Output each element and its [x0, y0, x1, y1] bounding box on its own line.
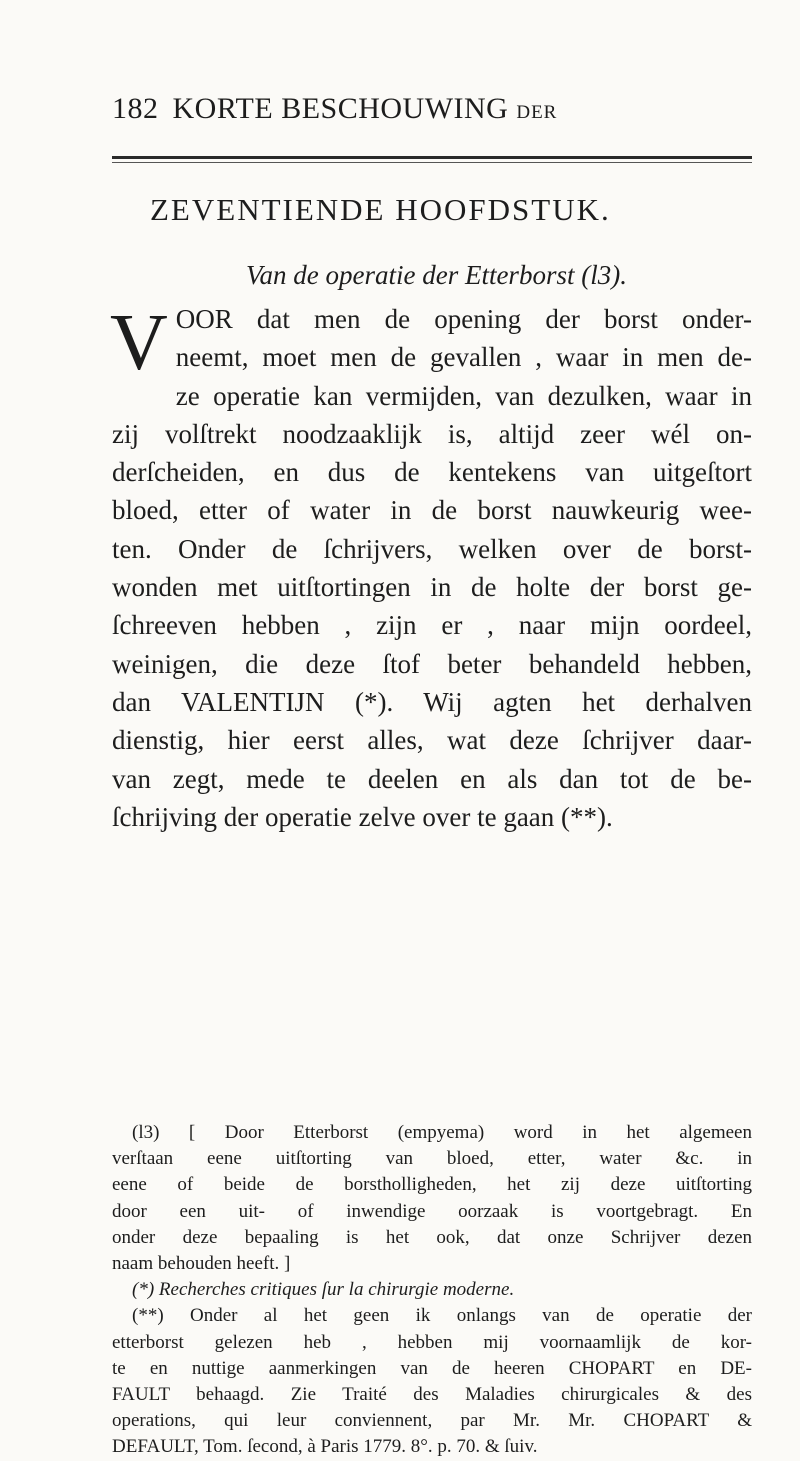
page-number: 182: [112, 92, 159, 125]
body-line: dienstig, hier eerst alles, wat deze ſchrijver daar-: [112, 725, 752, 756]
body-line: neemt, moet men de gevallen , waar in men de-: [175, 342, 752, 373]
body-line: OOR dat men de opening der borst onder-: [175, 304, 752, 334]
footnote-line: naam behouden heeft. ]: [112, 1253, 291, 1275]
body-line: wonden met uitſtortingen in de holte der borst ge-: [112, 572, 752, 603]
footnotes: [112, 1120, 752, 1461]
footnote-line: etterborst gelezen heb , hebben mij voornaamlijk de kor-: [112, 1331, 752, 1353]
chapter-title: ZEVENTIENDE HOOFDSTUK.: [150, 192, 611, 227]
body-line: ſchreeven hebben , zijn er , naar mijn oordeel,: [112, 610, 752, 641]
body-line: ſchrijving der operatie zelve over te gaan (**).: [112, 801, 613, 832]
footnote-line: eene of beide de borstholligheden, het zij deze uitſtorting: [112, 1174, 752, 1196]
body-line: van zegt, mede te deelen en als dan tot de be-: [112, 763, 752, 794]
drop-cap: V: [110, 299, 168, 387]
footnote-line: (**) Onder al het geen ik onlangs van de operatie der: [132, 1305, 752, 1327]
running-head: [112, 92, 752, 126]
body-line: zij volſtrekt noodzaaklijk is, altijd zeer wél on-: [112, 418, 752, 449]
running-head-title: KORTE BESCHOUWING: [172, 92, 509, 125]
footnote-line: door een uit- of inwendige oorzaak is voortgebragt. En: [112, 1200, 752, 1222]
footnote-line: onder deze bepaaling is het ook, dat onze Schrijver dezen: [112, 1226, 752, 1248]
footnote-line: (*) Recherches critiques ſur la chirurgie moderne.: [132, 1279, 515, 1301]
chapter-subtitle: Van de operatie der Etterborst (l3).: [246, 260, 627, 290]
body-line: derſcheiden, en dus de kentekens van uitgeſtort: [112, 457, 752, 488]
footnote-line: (l3) [ Door Etterborst (empyema) word in het algemeen: [132, 1122, 752, 1143]
footnote-line: FAULT behaagd. Zie Traité des Maladies chirurgicales & des: [112, 1384, 752, 1406]
body-line: bloed, etter of water in de borst nauwkeurig wee-: [112, 495, 752, 526]
header-rule-thick: [112, 156, 752, 159]
footnote-line: te en nuttige aanmerkingen van de heeren CHOPART en DE-: [112, 1357, 752, 1379]
footnote-line: verſtaan eene uitſtorting van bloed, etter, water &c. in: [112, 1148, 752, 1170]
body-line: ze operatie kan vermijden, van dezulken, waar in: [175, 380, 752, 411]
body-line: ten. Onder de ſchrijvers, welken over de borst-: [112, 533, 752, 564]
footnote-line: operations, qui leur conviennent, par Mr. Mr. CHOPART &: [112, 1410, 752, 1432]
running-head-title-end: DER: [516, 102, 558, 123]
header-rule-thin: [112, 162, 752, 163]
footnote-line: DEFAULT, Tom. ſecond, à Paris 1779. 8°. p. 70. & ſuiv.: [112, 1436, 538, 1458]
body-line: dan VALENTIJN (*). Wij agten het derhalven: [112, 686, 752, 717]
body-paragraph: [112, 300, 752, 836]
body-line: weinigen, die deze ſtof beter behandeld hebben,: [112, 648, 752, 679]
